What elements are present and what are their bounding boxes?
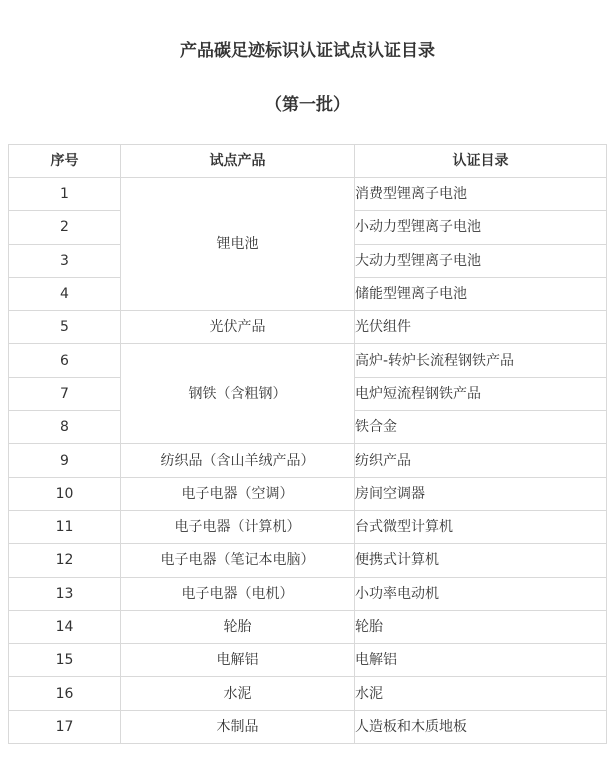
catalog-cell: 铁合金: [355, 411, 607, 444]
pilot-product-cell: 电子电器（空调）: [121, 477, 355, 510]
catalog-cell: 小功率电动机: [355, 577, 607, 610]
catalog-cell: 电解铝: [355, 644, 607, 677]
pilot-product-cell: 木制品: [121, 710, 355, 743]
serial-number-cell: 9: [9, 444, 121, 477]
table-row: [9, 510, 607, 543]
catalog-cell: 大动力型锂离子电池: [355, 244, 607, 277]
table-row: [9, 644, 607, 677]
table-row: [9, 344, 607, 377]
table-row: [9, 477, 607, 510]
serial-number-cell: 1: [9, 178, 121, 211]
table-row: [9, 610, 607, 643]
header-certification-catalog: 认证目录: [355, 145, 607, 178]
pilot-product-cell: 电子电器（计算机）: [121, 510, 355, 543]
pilot-product-cell: 轮胎: [121, 610, 355, 643]
catalog-cell: 电炉短流程钢铁产品: [355, 377, 607, 410]
serial-number-cell: 5: [9, 311, 121, 344]
serial-number-cell: 14: [9, 610, 121, 643]
pilot-product-cell: 电子电器（电机）: [121, 577, 355, 610]
table-row: [9, 577, 607, 610]
table-row: [9, 444, 607, 477]
header-pilot-product: 试点产品: [121, 145, 355, 178]
certification-catalog-table: [8, 144, 607, 744]
pilot-product-cell: 钢铁（含粗钢）: [121, 344, 355, 444]
catalog-cell: 高炉-转炉长流程钢铁产品: [355, 344, 607, 377]
table-row: [9, 544, 607, 577]
catalog-cell: 便携式计算机: [355, 544, 607, 577]
pilot-product-cell: 电解铝: [121, 644, 355, 677]
serial-number-cell: 12: [9, 544, 121, 577]
pilot-product-cell: 光伏产品: [121, 311, 355, 344]
serial-number-cell: 11: [9, 510, 121, 543]
pilot-product-cell: 纺织品（含山羊绒产品）: [121, 444, 355, 477]
page-subtitle: （第一批）: [265, 95, 350, 115]
serial-number-cell: 3: [9, 244, 121, 277]
table-row: [9, 710, 607, 743]
catalog-cell: 消费型锂离子电池: [355, 178, 607, 211]
pilot-product-cell: 水泥: [121, 677, 355, 710]
serial-number-cell: 4: [9, 277, 121, 310]
serial-number-cell: 17: [9, 710, 121, 743]
table-row: [9, 178, 607, 211]
table-row: [9, 677, 607, 710]
serial-number-cell: 10: [9, 477, 121, 510]
serial-number-cell: 15: [9, 644, 121, 677]
header-serial-number: 序号: [9, 145, 121, 178]
table-header-row: [9, 145, 607, 178]
pilot-product-cell: 电子电器（笔记本电脑）: [121, 544, 355, 577]
serial-number-cell: 2: [9, 211, 121, 244]
serial-number-cell: 7: [9, 377, 121, 410]
page-title: 产品碳足迹标识认证试点认证目录: [180, 41, 435, 61]
catalog-cell: 人造板和木质地板: [355, 710, 607, 743]
catalog-cell: 光伏组件: [355, 311, 607, 344]
catalog-cell: 水泥: [355, 677, 607, 710]
catalog-cell: 台式微型计算机: [355, 510, 607, 543]
table-row: [9, 311, 607, 344]
catalog-cell: 纺织产品: [355, 444, 607, 477]
serial-number-cell: 13: [9, 577, 121, 610]
catalog-cell: 轮胎: [355, 610, 607, 643]
catalog-cell: 小动力型锂离子电池: [355, 211, 607, 244]
serial-number-cell: 8: [9, 411, 121, 444]
serial-number-cell: 16: [9, 677, 121, 710]
catalog-cell: 储能型锂离子电池: [355, 277, 607, 310]
serial-number-cell: 6: [9, 344, 121, 377]
catalog-cell: 房间空调器: [355, 477, 607, 510]
pilot-product-cell: 锂电池: [121, 178, 355, 311]
